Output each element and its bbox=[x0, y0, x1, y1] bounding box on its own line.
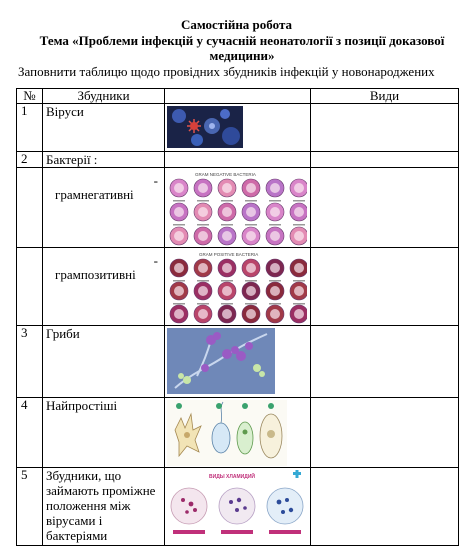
types-cell bbox=[311, 152, 459, 168]
header-pathogens: Збудники bbox=[43, 89, 165, 104]
bacteria-cell-icon bbox=[242, 203, 260, 226]
bacteria-cell-icon bbox=[290, 203, 307, 226]
bacteria-cell-icon bbox=[194, 305, 212, 324]
bacteria-cell-icon bbox=[266, 203, 284, 226]
table-row bbox=[17, 152, 459, 168]
bacteria-cell-icon bbox=[218, 282, 236, 305]
bacteria-cell-icon bbox=[242, 179, 260, 202]
bacteria-cell-icon bbox=[170, 179, 188, 202]
pathogen-cell bbox=[43, 168, 165, 248]
bacteria-cell-icon bbox=[170, 305, 188, 324]
row-number: 3 bbox=[17, 326, 43, 398]
types-cell bbox=[311, 104, 459, 152]
chlamydia-image bbox=[165, 468, 311, 546]
types-cell bbox=[311, 398, 459, 468]
gram-positive-caption: GRAM POSITIVE BACTERIA bbox=[199, 252, 259, 257]
bacteria-cell-icon bbox=[266, 282, 284, 305]
bacteria-cell-icon bbox=[218, 203, 236, 226]
bacteria-cell-icon bbox=[290, 282, 307, 305]
bacteria-cell-icon bbox=[290, 227, 307, 246]
pathogens-table bbox=[16, 88, 459, 546]
bacteria-cell-icon bbox=[194, 179, 212, 202]
virus-image bbox=[165, 104, 311, 152]
dash-mark: - bbox=[153, 253, 158, 268]
header-image bbox=[165, 89, 311, 104]
bacteria-cell-icon bbox=[242, 259, 260, 282]
types-cell bbox=[311, 168, 459, 248]
bacteria-cell-icon bbox=[266, 227, 284, 246]
pathogen-label: Найпростіші bbox=[43, 398, 165, 468]
row-number: 5 bbox=[17, 468, 43, 546]
table-row bbox=[17, 104, 459, 152]
chlamydia-caption: ВИДЫ ХЛАМИДИЙ bbox=[209, 474, 256, 480]
bacteria-cell-icon bbox=[170, 227, 188, 246]
bacteria-cell-icon bbox=[242, 305, 260, 324]
task-instruction: Заповнити таблицю щодо провідних збудників інфекцій у новонароджених bbox=[18, 64, 435, 79]
bacteria-cell-icon bbox=[290, 305, 307, 324]
row-number bbox=[17, 248, 43, 326]
types-cell bbox=[311, 326, 459, 398]
pathogen-label: Віруси bbox=[43, 104, 165, 152]
pathogen-label: Збудники, що займають проміжне положення між вірусами і бактеріями bbox=[43, 468, 165, 546]
fungi-image bbox=[165, 326, 311, 398]
pathogen-cell bbox=[43, 248, 165, 326]
row-number: 4 bbox=[17, 398, 43, 468]
gram-positive-image bbox=[165, 248, 311, 326]
gram-negative-image bbox=[165, 168, 311, 248]
header-number: № bbox=[17, 89, 43, 104]
bacteria-cell-icon bbox=[194, 227, 212, 246]
table-row bbox=[17, 326, 459, 398]
table-row bbox=[17, 248, 459, 326]
bacteria-cell-icon bbox=[242, 282, 260, 305]
types-cell bbox=[311, 248, 459, 326]
row-number: 1 bbox=[17, 104, 43, 152]
image-cell bbox=[165, 152, 311, 168]
pathogen-label: грампозитивні bbox=[55, 267, 136, 282]
bacteria-cell-icon bbox=[218, 259, 236, 282]
bacteria-cell-icon bbox=[218, 227, 236, 246]
bacteria-cell-icon bbox=[170, 259, 188, 282]
row-number bbox=[17, 168, 43, 248]
table-row bbox=[17, 398, 459, 468]
table-row bbox=[17, 168, 459, 248]
gram-negative-caption: GRAM NEGATIVE BACTERIA bbox=[195, 172, 256, 177]
document-subtitle: Тема «Проблеми інфекцій у сучасній неонатології з позиції доказової медицини» bbox=[39, 33, 445, 63]
bacteria-cell-icon bbox=[194, 282, 212, 305]
bacteria-cell-icon bbox=[290, 179, 307, 202]
table-row bbox=[17, 468, 459, 546]
table-header-row bbox=[17, 89, 459, 104]
bacteria-cell-icon bbox=[266, 259, 284, 282]
bacteria-cell-icon bbox=[218, 179, 236, 202]
row-number: 2 bbox=[17, 152, 43, 168]
protozoa-image bbox=[165, 398, 311, 468]
bacteria-cell-icon bbox=[266, 179, 284, 202]
bacteria-cell-icon bbox=[266, 305, 284, 324]
header-types: Види bbox=[311, 89, 459, 104]
pathogen-label: грамнегативні bbox=[55, 187, 134, 202]
pathogen-label: Бактерії : bbox=[43, 152, 165, 168]
document-title: Самостійна робота bbox=[180, 17, 292, 32]
bacteria-cell-icon bbox=[290, 259, 307, 282]
dash-mark: - bbox=[153, 173, 158, 188]
types-cell bbox=[311, 468, 459, 546]
bacteria-cell-icon bbox=[194, 203, 212, 226]
bacteria-cell-icon bbox=[194, 259, 212, 282]
bacteria-cell-icon bbox=[242, 227, 260, 246]
bacteria-cell-icon bbox=[170, 203, 188, 226]
pathogen-label: Гриби bbox=[43, 326, 165, 398]
bacteria-cell-icon bbox=[170, 282, 188, 305]
bacteria-cell-icon bbox=[218, 305, 236, 324]
